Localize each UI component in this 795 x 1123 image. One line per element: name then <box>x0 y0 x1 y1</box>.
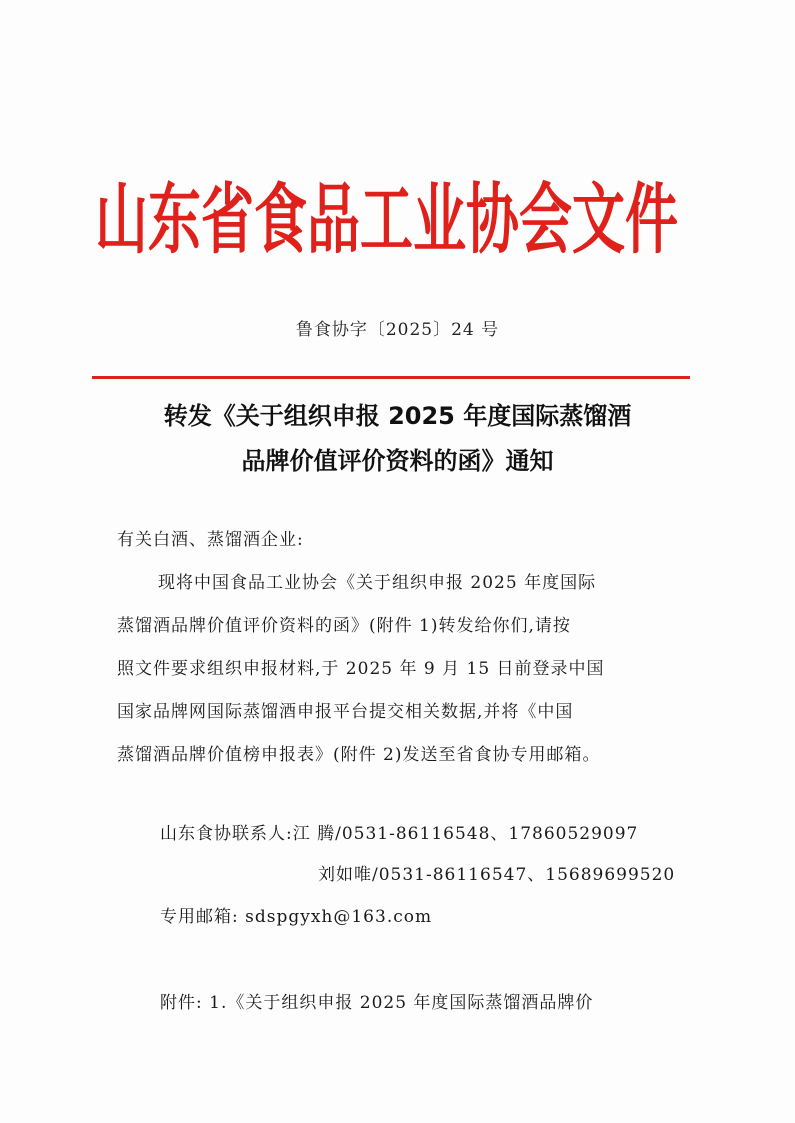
salutation: 有关白酒、蒸馏酒企业: <box>117 530 304 550</box>
paragraph-line: 国家品牌网国际蒸馏酒申报平台提交相关数据,并将《中国 <box>117 702 574 722</box>
paragraph-line: 照文件要求组织申报材料,于 2025 年 9 月 15 日前登录中国 <box>117 659 605 679</box>
attachment-line-1: 附件: 1.《关于组织申报 2025 年度国际蒸馏酒品牌价 <box>160 993 594 1013</box>
organization-header-title: 山东省食品工业协会文件 <box>95 176 678 265</box>
contact-line-1: 山东食协联系人:江 腾/0531-86116548、17860529097 <box>160 824 639 844</box>
email-line: 专用邮箱: sdspgyxh@163.com <box>160 907 433 927</box>
document-title-line-2: 品牌价值评价资料的函》通知 <box>241 447 554 475</box>
document-number: 鲁食协字〔2025〕24 号 <box>295 320 500 340</box>
paragraph-line: 蒸馏酒品牌价值榜申报表》(附件 2)发送至省食协专用邮箱。 <box>117 745 601 765</box>
contact-line-2: 刘如唯/0531-86116547、15689699520 <box>318 865 676 885</box>
document-title-line-1: 转发《关于组织申报 2025 年度国际蒸馏酒 <box>163 402 632 430</box>
paragraph-line: 现将中国食品工业协会《关于组织申报 2025 年度国际 <box>158 573 597 593</box>
red-divider-line <box>92 376 690 379</box>
paragraph-line: 蒸馏酒品牌价值评价资料的函》(附件 1)转发给你们,请按 <box>117 616 571 636</box>
